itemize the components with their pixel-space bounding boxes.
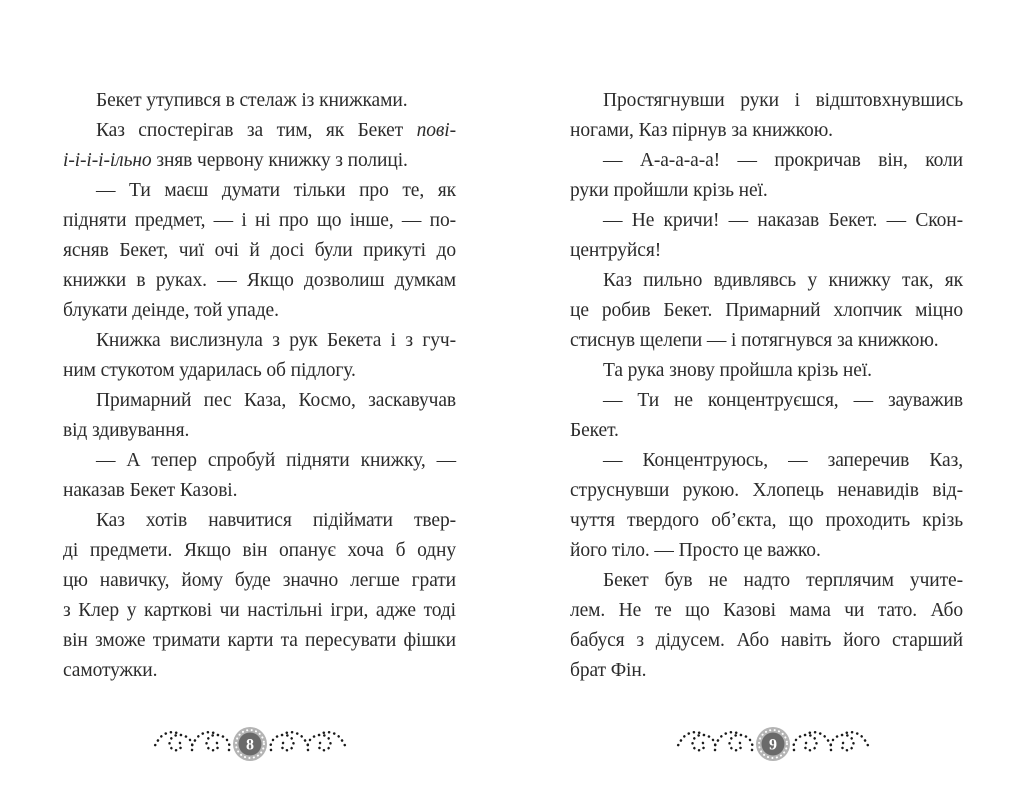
text-segment: це робив Бекет. Примарний хлопчик міцно xyxy=(570,300,963,321)
text-line xyxy=(63,506,456,536)
text-line xyxy=(63,116,456,146)
paragraph xyxy=(63,86,456,116)
text-segment: брат Фін. xyxy=(570,660,647,681)
paragraph xyxy=(63,116,456,176)
swirl-ornament-icon xyxy=(150,721,350,767)
text-segment: зняв червону книжку з полиці. xyxy=(151,150,408,171)
text-line xyxy=(570,176,963,206)
page-left-text xyxy=(63,86,456,686)
text-segment: лем. Не те що Казові мама чи тато. Або xyxy=(570,600,963,621)
text-segment: блукати деінде, той упаде. xyxy=(63,300,279,321)
text-segment: підняти предмет, — і ні про що інше, — по- xyxy=(63,210,456,231)
text-segment: його тіло. — Просто це важко. xyxy=(570,540,821,561)
text-line xyxy=(570,206,963,236)
text-line xyxy=(570,506,963,536)
text-segment: самотужки. xyxy=(63,660,158,681)
text-segment: з Клер у карткові чи настільні ігри, адже тоді xyxy=(63,600,456,621)
paragraph xyxy=(63,446,456,506)
text-segment: він зможе тримати карти та пересувати фішки xyxy=(63,630,456,651)
text-line xyxy=(570,536,963,566)
text-line xyxy=(63,386,456,416)
text-segment: Каз пильно вдивлявсь у книжку так, як xyxy=(603,270,963,291)
paragraph xyxy=(63,326,456,386)
text-segment: ним стукотом ударилась об підлогу. xyxy=(63,360,356,381)
text-segment: цю навичку, йому буде значно легше грати xyxy=(63,570,456,591)
text-segment: ді предмети. Якщо він опанує хоча б одну xyxy=(63,540,456,561)
paragraph xyxy=(63,176,456,326)
text-segment: — А тепер спробуй підняти книжку, — xyxy=(96,450,456,471)
paragraph xyxy=(570,566,963,686)
text-segment: Бекет утупився в стелаж із книжками. xyxy=(96,90,408,111)
paragraph xyxy=(570,446,963,566)
text-line xyxy=(570,386,963,416)
text-segment: наказав Бекет Казові. xyxy=(63,480,238,501)
text-line xyxy=(570,236,963,266)
paragraph xyxy=(570,356,963,386)
text-segment: Простягнувши руки і відштовхнувшись xyxy=(603,90,963,111)
text-line xyxy=(63,236,456,266)
text-line xyxy=(570,266,963,296)
text-segment: ясняв Бекет, чиї очі й досі були прикуті до xyxy=(63,240,456,261)
paragraph xyxy=(63,386,456,446)
text-line xyxy=(570,416,963,446)
text-segment: бабуся з дідусем. Або навіть його старший xyxy=(570,630,963,651)
paragraph xyxy=(570,86,963,146)
text-line xyxy=(570,356,963,386)
page-left-ornament xyxy=(150,721,350,767)
text-line xyxy=(63,626,456,656)
text-segment: — Не кричи! — наказав Бекет. — Скон- xyxy=(603,210,963,231)
text-segment: від здивування. xyxy=(63,420,190,441)
text-segment: — Ти не концентруєшся, — зауважив xyxy=(603,390,963,411)
paragraph xyxy=(570,266,963,356)
italic-text: і-і-і-і-ільно xyxy=(63,150,152,171)
text-line xyxy=(570,146,963,176)
text-line xyxy=(63,146,456,176)
text-line xyxy=(570,326,963,356)
page-right-ornament xyxy=(673,721,873,767)
text-line xyxy=(570,116,963,146)
text-segment: Бекет. xyxy=(570,420,619,441)
text-segment: Примарний пес Каза, Космо, заскавучав xyxy=(96,390,456,411)
page-right-text xyxy=(570,86,963,686)
text-segment: струснувши рукою. Хлопець ненавидів від- xyxy=(570,480,963,501)
page-number: 8 xyxy=(246,736,254,754)
italic-text: пові- xyxy=(416,120,456,141)
text-line xyxy=(63,296,456,326)
text-segment: — А-а-а-а-а! — прокричав він, коли xyxy=(603,150,963,171)
swirl-ornament-icon xyxy=(673,721,873,767)
text-line xyxy=(570,476,963,506)
text-line xyxy=(63,86,456,116)
text-line xyxy=(63,656,456,686)
paragraph xyxy=(63,506,456,686)
text-line xyxy=(570,596,963,626)
text-segment: стиснув щелепи — і потягнувся за книжкою. xyxy=(570,330,939,351)
paragraph xyxy=(570,146,963,206)
text-segment: чуття твердого об’єкта, що проходить крізь xyxy=(570,510,963,531)
text-segment: — Концентруюсь, — заперечив Каз, xyxy=(603,450,963,471)
text-line xyxy=(63,266,456,296)
text-line xyxy=(63,566,456,596)
text-line xyxy=(570,86,963,116)
text-line xyxy=(570,296,963,326)
text-line xyxy=(63,206,456,236)
text-segment: Каз хотів навчитися підіймати твер- xyxy=(96,510,456,531)
text-line xyxy=(570,446,963,476)
text-line xyxy=(63,596,456,626)
text-line xyxy=(63,326,456,356)
text-segment: Бекет був не надто терплячим учите- xyxy=(603,570,963,591)
text-line xyxy=(63,446,456,476)
text-segment: центруйся! xyxy=(570,240,662,261)
text-segment: — Ти маєш думати тільки про те, як xyxy=(96,180,456,201)
text-segment: Книжка вислизнула з рук Бекета і з гуч- xyxy=(96,330,456,351)
text-line xyxy=(570,566,963,596)
text-line xyxy=(63,536,456,566)
text-line xyxy=(570,626,963,656)
text-segment: Каз спостерігав за тим, як Бекет xyxy=(96,120,417,141)
text-segment: ногами, Каз пірнув за книжкою. xyxy=(570,120,833,141)
text-line xyxy=(570,656,963,686)
paragraph xyxy=(570,206,963,266)
page-number: 9 xyxy=(769,736,777,754)
text-line xyxy=(63,356,456,386)
text-line xyxy=(63,176,456,206)
text-line xyxy=(63,476,456,506)
paragraph xyxy=(570,386,963,446)
text-segment: Та рука знову пройшла крізь неї. xyxy=(603,360,872,381)
text-segment: руки пройшли крізь неї. xyxy=(570,180,768,201)
text-line xyxy=(63,416,456,446)
text-segment: книжки в руках. — Якщо дозволиш думкам xyxy=(63,270,456,291)
